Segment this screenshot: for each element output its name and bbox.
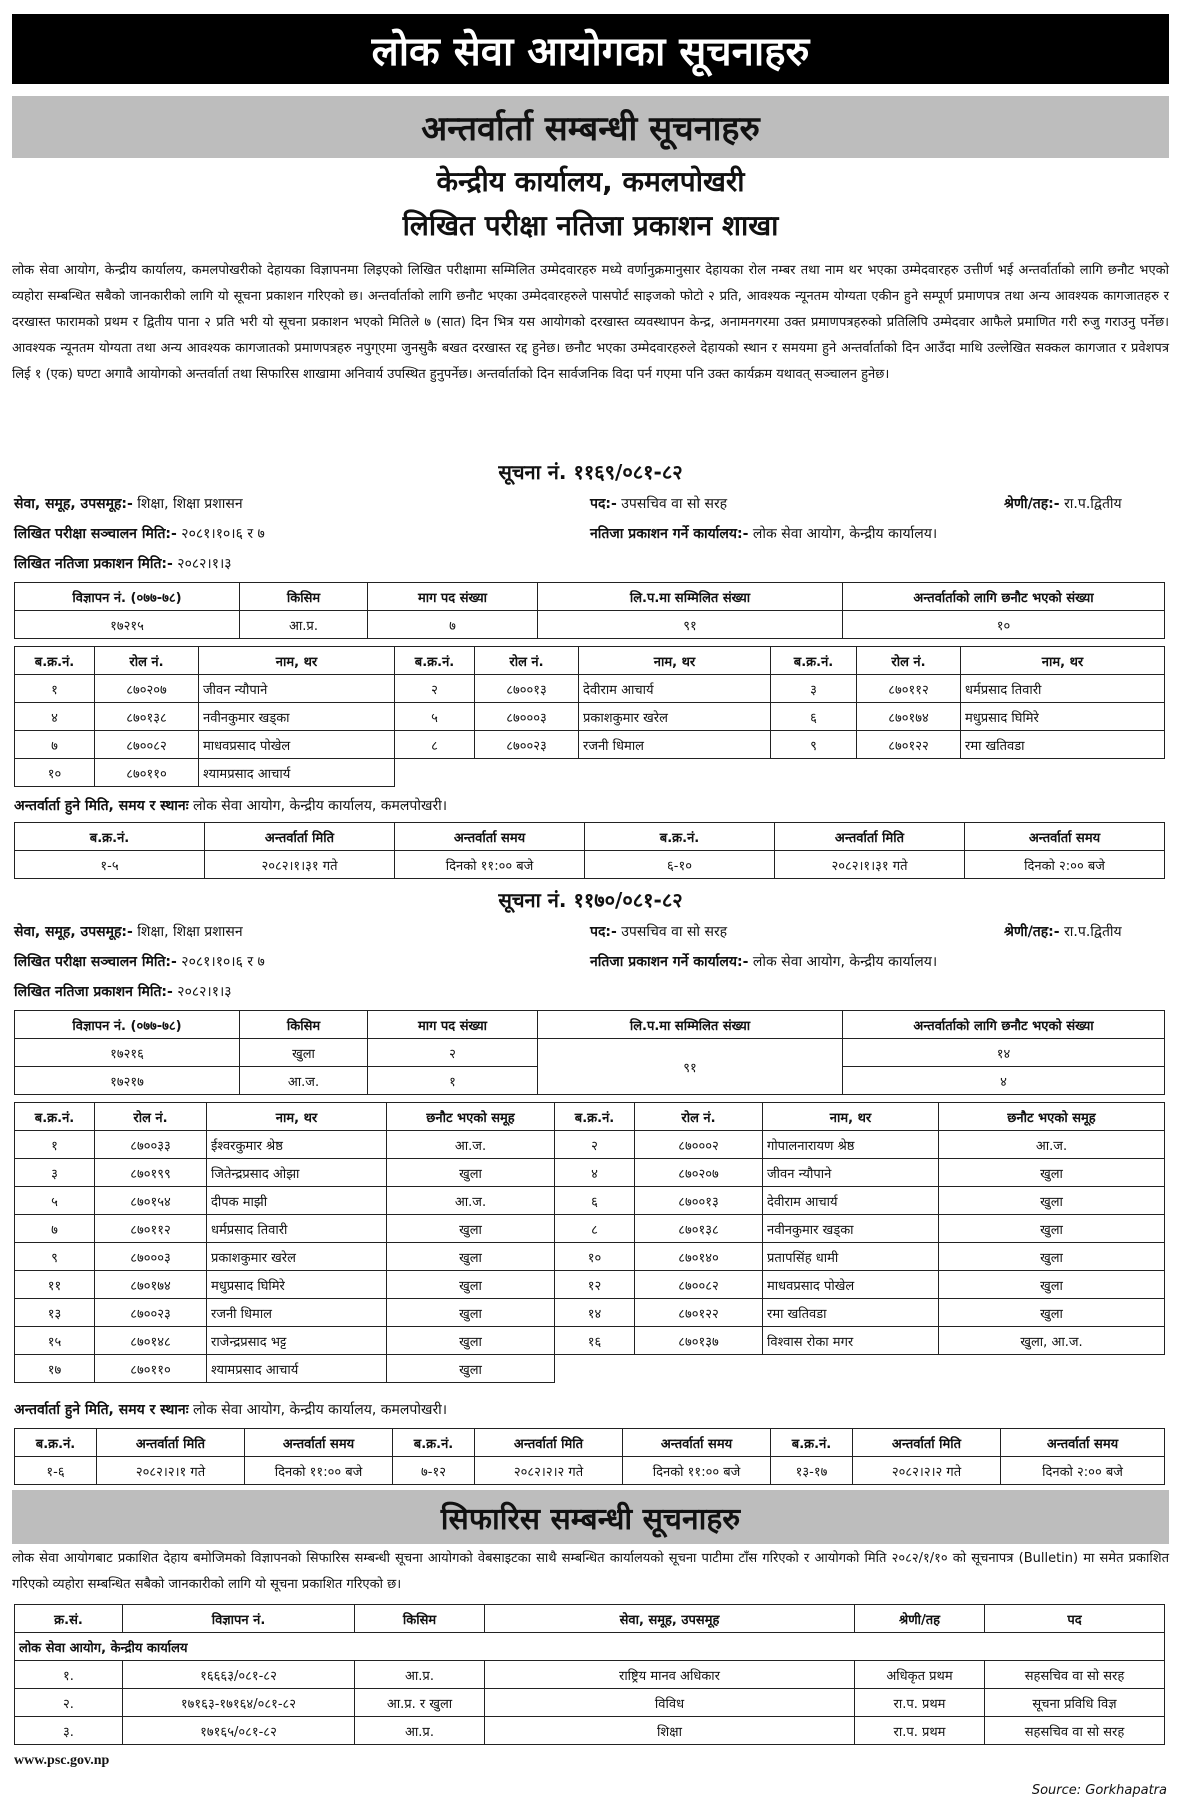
col-name: नाम, थर — [199, 647, 395, 675]
candidate-name: जीवन न्यौपाने — [763, 1159, 939, 1187]
empty-cell — [579, 759, 771, 787]
recommendation-header-row — [15, 1605, 1165, 1633]
candidate-roll: ८७०१३८ — [95, 703, 199, 731]
col-name: नाम, थर — [579, 647, 771, 675]
rec-sn: १. — [15, 1661, 123, 1689]
candidate-row — [15, 1215, 1165, 1243]
col-name: नाम, थर — [961, 647, 1165, 675]
candidate-name: नवीनकुमार खड्का — [199, 703, 395, 731]
candidate-serial: ८ — [395, 731, 475, 759]
col-interview-date: अन्तर्वार्ता मिति — [775, 823, 965, 851]
notice-2-date-row — [14, 950, 1164, 974]
adv-cell: १७२१६ — [15, 1039, 240, 1067]
candidate-row — [15, 703, 1165, 731]
candidate-name: धर्मप्रसाद तिवारी — [207, 1215, 387, 1243]
candidate-serial: ४ — [555, 1159, 635, 1187]
candidate-name: रमा खतिवडा — [763, 1299, 939, 1327]
branch-heading: लिखित परीक्षा नतिजा प्रकाशन शाखा — [402, 209, 779, 242]
col-group: छनौट भएको समूह — [387, 1103, 555, 1131]
col-interview-time: अन्तर्वार्ता समय — [1001, 1429, 1165, 1457]
candidate-name: प्रकाशकुमार खरेल — [579, 703, 771, 731]
col-roll: रोल नं. — [475, 647, 579, 675]
col-roll: रोल नं. — [95, 1103, 207, 1131]
col-interview-date: अन्तर्वार्ता मिति — [853, 1429, 1001, 1457]
col-serial: ब.क्र.नं. — [393, 1429, 475, 1457]
notice-1-result-row — [14, 552, 1164, 576]
candidate-row — [15, 1243, 1165, 1271]
rec-class: रा.प. प्रथम — [855, 1689, 985, 1717]
schedule-cell: ६-१० — [585, 851, 775, 879]
notice-1-result-date: २०८२।१।३ — [177, 556, 232, 572]
candidate-name: गोपालनारायण श्रेष्ठ — [763, 1131, 939, 1159]
rec-type: आ.प्र. र खुला — [355, 1689, 485, 1717]
notice-2-class: रा.प.द्वितीय — [1064, 924, 1122, 940]
notice-1-office: लोक सेवा आयोग, केन्द्रीय कार्यालय। — [752, 526, 938, 542]
label-result-date: लिखित नतिजा प्रकाशन मिति:- — [14, 556, 173, 572]
rec-class: रा.प. प्रथम — [855, 1717, 985, 1745]
candidate-serial: १३ — [15, 1299, 95, 1327]
candidate-group: खुला — [387, 1243, 555, 1271]
candidate-name: प्रकाशकुमार खरेल — [207, 1243, 387, 1271]
candidate-serial: २ — [395, 675, 475, 703]
adv-header-row — [15, 583, 1165, 611]
candidate-roll: ८७०१३७ — [635, 1327, 763, 1355]
candidate-name: माधवप्रसाद पोखेल — [199, 731, 395, 759]
notice-2-office: लोक सेवा आयोग, केन्द्रीय कार्यालय। — [752, 954, 938, 970]
schedule-cell: दिनको २:०० बजे — [1001, 1457, 1165, 1485]
candidate-name: जितेन्द्रप्रसाद ओझा — [207, 1159, 387, 1187]
candidate-roll: ८७०११० — [95, 1355, 207, 1383]
candidate-serial: ६ — [555, 1187, 635, 1215]
label-exam-date: लिखित परीक्षा सञ्चालन मिति:- — [14, 954, 177, 970]
rec-service: राष्ट्रिय मानव अधिकार — [485, 1661, 855, 1689]
adv-cell: १७२१५ — [15, 611, 240, 639]
candidate-roll: ८७०२०७ — [635, 1159, 763, 1187]
label-service: सेवा, समूह, उपसमूह:- — [14, 924, 133, 940]
candidate-name: मधुप्रसाद घिमिरे — [961, 703, 1165, 731]
rec-col-sn: क्र.सं. — [15, 1605, 123, 1633]
notice-1-date-row — [14, 522, 1164, 546]
candidate-serial: ५ — [395, 703, 475, 731]
col-group: छनौट भएको समूह — [939, 1103, 1165, 1131]
candidate-group: खुला, आ.ज. — [939, 1327, 1165, 1355]
col-serial: ब.क्र.नं. — [15, 647, 95, 675]
rec-col-adv: विज्ञापन नं. — [123, 1605, 355, 1633]
candidate-group: खुला — [939, 1187, 1165, 1215]
col-serial: ब.क्र.नं. — [555, 1103, 635, 1131]
notice-1-service-row — [14, 492, 1164, 516]
candidate-row — [15, 759, 1165, 787]
rec-service: शिक्षा — [485, 1717, 855, 1745]
candidate-serial: ११ — [15, 1271, 95, 1299]
candidate-serial: १४ — [555, 1299, 635, 1327]
col-name: नाम, थर — [207, 1103, 387, 1131]
schedule-cell: २०८२।१।३१ गते — [205, 851, 395, 879]
notice-1-schedule-table — [14, 822, 1165, 879]
notice-1-adv-table — [14, 582, 1165, 639]
schedule-cell: दिनको ११:०० बजे — [395, 851, 585, 879]
rec-post: सहसचिव वा सो सरह — [985, 1661, 1165, 1689]
label-venue: अन्तर्वार्ता हुने मिति, समय र स्थानः — [14, 798, 189, 814]
recommendation-row — [15, 1689, 1165, 1717]
candidate-roll: ८७००८२ — [95, 731, 199, 759]
label-venue: अन्तर्वार्ता हुने मिति, समय र स्थानः — [14, 1402, 189, 1418]
adv-col-demand: माग पद संख्या — [368, 1011, 538, 1039]
schedule-cell: २०८२।१।३१ गते — [775, 851, 965, 879]
schedule-cell: दिनको ११:०० बजे — [623, 1457, 771, 1485]
rec-post: सूचना प्रविधि विज्ञ — [985, 1689, 1165, 1717]
candidate-roll: ८७०१७४ — [95, 1271, 207, 1299]
candidate-serial: ८ — [555, 1215, 635, 1243]
adv-cell: २ — [368, 1039, 538, 1067]
adv-header-row — [15, 1011, 1165, 1039]
rec-col-type: किसिम — [355, 1605, 485, 1633]
adv-cell-written: ९१ — [538, 1039, 843, 1095]
rec-post: सहसचिव वा सो सरह — [985, 1717, 1165, 1745]
candidate-roll: ८७००३३ — [95, 1131, 207, 1159]
recommendation-row — [15, 1717, 1165, 1745]
candidate-name: जीवन न्यौपाने — [199, 675, 395, 703]
empty-cell — [763, 1355, 939, 1383]
notice-1-exam-date: २०८१।१०।६ र ७ — [181, 526, 265, 542]
candidate-serial: ४ — [15, 703, 95, 731]
label-post: पद:- — [590, 924, 617, 940]
candidate-roll: ८७००१३ — [475, 675, 579, 703]
candidate-roll: ८७०११० — [95, 759, 199, 787]
col-interview-time: अन्तर्वार्ता समय — [245, 1429, 393, 1457]
candidate-group: खुला — [939, 1299, 1165, 1327]
candidate-serial: ३ — [771, 675, 857, 703]
main-banner: लोक सेवा आयोगका सूचनाहरु — [12, 14, 1169, 84]
candidate-group: खुला — [939, 1159, 1165, 1187]
adv-cell: खुला — [240, 1039, 368, 1067]
schedule-header-row — [15, 823, 1165, 851]
candidate-name: प्रतापसिंह धामी — [763, 1243, 939, 1271]
candidate-serial: २ — [555, 1131, 635, 1159]
adv-col-type: किसिम — [240, 583, 368, 611]
candidate-serial: ९ — [15, 1243, 95, 1271]
label-class: श्रेणी/तह:- — [1004, 924, 1060, 940]
empty-cell — [555, 1355, 635, 1383]
notice-2-schedule-table — [14, 1428, 1165, 1485]
adv-cell: १ — [368, 1067, 538, 1095]
adv-cell: आ.प्र. — [240, 611, 368, 639]
candidate-name: दीपक माझी — [207, 1187, 387, 1215]
candidate-roll: ८७०००३ — [475, 703, 579, 731]
candidate-name: रजनी धिमाल — [579, 731, 771, 759]
col-roll: रोल नं. — [857, 647, 961, 675]
candidate-group: खुला — [387, 1355, 555, 1383]
rec-adv: १७१६५/०८१-८२ — [123, 1717, 355, 1745]
col-serial: ब.क्र.नं. — [771, 1429, 853, 1457]
adv-col-type: किसिम — [240, 1011, 368, 1039]
col-interview-date: अन्तर्वार्ता मिति — [97, 1429, 245, 1457]
notice-2-result-date: २०८२।१।३ — [177, 984, 232, 1000]
notice-2-venue-line — [14, 1400, 447, 1419]
candidate-name: देवीराम आचार्य — [763, 1187, 939, 1215]
candidate-group: खुला — [387, 1215, 555, 1243]
notice-1-venue: लोक सेवा आयोग, केन्द्रीय कार्यालय, कमलपोखरी। — [192, 798, 448, 814]
interview-section-title: अन्तर्वार्ता सम्बन्धी सूचनाहरु — [12, 96, 1169, 158]
candidate-row — [15, 731, 1165, 759]
col-interview-date: अन्तर्वार्ता मिति — [205, 823, 395, 851]
empty-cell — [857, 759, 961, 787]
rec-col-service: सेवा, समूह, उपसमूह — [485, 1605, 855, 1633]
col-interview-time: अन्तर्वार्ता समय — [623, 1429, 771, 1457]
col-serial: ब.क्र.नं. — [15, 1429, 97, 1457]
schedule-cell: दिनको ११:०० बजे — [245, 1457, 393, 1485]
candidate-name: नवीनकुमार खड्का — [763, 1215, 939, 1243]
candidate-roll: ८७०१२२ — [635, 1299, 763, 1327]
candidate-group: आ.ज. — [387, 1187, 555, 1215]
adv-col-written: लि.प.मा सम्मिलित संख्या — [538, 583, 843, 611]
notice-2-candidate-table — [14, 1102, 1165, 1383]
candidate-group: खुला — [387, 1299, 555, 1327]
candidate-name: रजनी धिमाल — [207, 1299, 387, 1327]
candidate-roll: ८७०११२ — [857, 675, 961, 703]
adv-col-adv: विज्ञापन नं. (०७७-७८) — [15, 1011, 240, 1039]
candidate-serial: १० — [555, 1243, 635, 1271]
rec-sn: २. — [15, 1689, 123, 1717]
candidate-roll: ८७०१९९ — [95, 1159, 207, 1187]
recommendation-office-row — [15, 1633, 1165, 1661]
empty-cell — [939, 1355, 1165, 1383]
intro-paragraph: लोक सेवा आयोग, केन्द्रीय कार्यालय, कमलपोखरीको देहायका विज्ञापनमा लिइएको लिखित परीक्षामा सम्मिलित उम्मेदवारहरु मध्ये वर्णानुक्रमानुसार देहायका रोल नम्बर तथा नाम थर भएका उम्मेदवारहरु उत्तीर्ण भई अन्तर्वार्ताको लागि छनौट भएको व्यहोरा सम्बन्धित सबैको जानकारीको लागि यो सूचना प्रकाशन गरिएको छ। अन्तर्वार्ताको लागि छनौट भएका उम्मेदवारहरुले पासपोर्ट साइजको फोटो २ प्रति, आवश्यक न्यूनतम योग्यता एकीन हुने सम्पूर्ण प्रमाणपत्र तथा अन्य आवश्यक कागजातहरु र दरखास्त फारामको प्रथम र द्वितीय पाना २ प्रति भरी यो सूचना प्रकाशन भएको मितिले ७ (सात) दिन भित्र यस आयोगको दरखास्त व्यवस्थापन केन्द्र, अनामनगरमा उक्त प्रमाणपत्रहरुको प्रतिलिपि उम्मेदवार आफैले प्रमाणित गरी रुजु गराउनु पर्नेछ। आवश्यक न्यूनतम योग्यता तथा अन्य आवश्यक कागजातको प्रमाणपत्रहरु नपुग्एमा जुनसुकै बखत दरखास्त रद्द हुनेछ। छनौट भएका उम्मेदवारहरुले देहायको स्थान र समयमा हुने अन्तर्वार्ताको दिन आउँदा माथि उल्लेखित सक्कल कागजात र प्रवेशपत्र लिई १ (एक) घण्टा अगावै आयोगको अन्तर्वार्ता तथा सिफारिस शाखामा अनिवार्य उपस्थित हुनुपर्नेछ। अन्तर्वार्ताको दिन सार्वजनिक विदा पर्न गएमा पनि उक्त कार्यक्रम यथावत् सञ्चालन हुनेछ। — [12, 263, 1169, 382]
adv-cell: ७ — [368, 611, 538, 639]
adv-col-adv: विज्ञापन नं. (०७७-७८) — [15, 583, 240, 611]
candidate-group: खुला — [387, 1327, 555, 1355]
candidate-name: श्यामप्रसाद आचार्य — [199, 759, 395, 787]
candidate-group: आ.ज. — [387, 1131, 555, 1159]
adv-cell: ९१ — [538, 611, 843, 639]
schedule-cell: १-५ — [15, 851, 205, 879]
empty-cell — [395, 759, 475, 787]
schedule-cell: १३-१७ — [771, 1457, 853, 1485]
recommendation-paragraph: लोक सेवा आयोगबाट प्रकाशित देहाय बमोजिमको विज्ञापनको सिफारिस सम्बन्धी सूचना आयोगको वेबसाइटका साथै सम्बन्धित कार्यालयको सूचना पाटीमा टाँस गरिएको र आयोगको मिति २०८२/१/१० को सूचनापत्र (Bulletin) मा समेत प्रकाशित गरिएको व्यहोरा सम्बन्धित सबैको जानकारीको लागि यो सूचना प्रकाशित गरिएको छ। — [12, 1551, 1169, 1592]
office-name-cell: लोक सेवा आयोग, केन्द्रीय कार्यालय — [15, 1633, 1165, 1661]
rec-col-post: पद — [985, 1605, 1165, 1633]
candidate-name: ईश्वरकुमार श्रेष्ठ — [207, 1131, 387, 1159]
candidate-serial: १० — [15, 759, 95, 787]
candidate-name: धर्मप्रसाद तिवारी — [961, 675, 1165, 703]
rec-service: विविध — [485, 1689, 855, 1717]
label-result-date: लिखित नतिजा प्रकाशन मिति:- — [14, 984, 173, 1000]
candidate-row — [15, 1187, 1165, 1215]
adv-col-demand: माग पद संख्या — [368, 583, 538, 611]
candidate-row — [15, 1131, 1165, 1159]
notice-2-exam-date: २०८१।१०।६ र ७ — [181, 954, 265, 970]
recommendation-row — [15, 1661, 1165, 1689]
adv-col-shortlisted: अन्तर्वार्ताको लागि छनौट भएको संख्या — [843, 583, 1165, 611]
candidate-group: खुला — [939, 1271, 1165, 1299]
candidate-group: खुला — [939, 1215, 1165, 1243]
empty-cell — [475, 759, 579, 787]
rec-sn: ३. — [15, 1717, 123, 1745]
col-interview-date: अन्तर्वार्ता मिति — [475, 1429, 623, 1457]
candidate-row — [15, 1327, 1165, 1355]
candidate-name: रमा खतिवडा — [961, 731, 1165, 759]
rec-class: अधिकृत प्रथम — [855, 1661, 985, 1689]
schedule-row — [15, 851, 1165, 879]
candidate-roll: ८७०१२२ — [857, 731, 961, 759]
candidate-roll: ८७०१४० — [635, 1243, 763, 1271]
col-roll: रोल नं. — [95, 647, 199, 675]
candidate-name: माधवप्रसाद पोखेल — [763, 1271, 939, 1299]
col-serial: ब.क्र.नं. — [15, 823, 205, 851]
adv-cell: ४ — [843, 1067, 1165, 1095]
notice-2-post: उपसचिव वा सो सरह — [621, 924, 728, 940]
rec-type: आ.प्र. — [355, 1661, 485, 1689]
schedule-cell: २०८२।२।१ गते — [97, 1457, 245, 1485]
recommendation-table — [14, 1604, 1165, 1745]
recommendation-section-title: सिफारिस सम्बन्धी सूचनाहरु — [12, 1490, 1169, 1544]
label-class: श्रेणी/तह:- — [1004, 496, 1060, 512]
candidate-name: देवीराम आचार्य — [579, 675, 771, 703]
rec-col-class: श्रेणी/तह — [855, 1605, 985, 1633]
candidate-group: खुला — [387, 1159, 555, 1187]
notice-2-number: सूचना नं. ११७०/०८१-८२ — [498, 888, 683, 912]
col-interview-time: अन्तर्वार्ता समय — [965, 823, 1165, 851]
label-exam-date: लिखित परीक्षा सञ्चालन मिति:- — [14, 526, 177, 542]
notice-2-result-row — [14, 980, 1164, 1004]
candidate-name: विश्वास रोका मगर — [763, 1327, 939, 1355]
schedule-row — [15, 1457, 1165, 1485]
candidate-roll: ८७०१४८ — [95, 1327, 207, 1355]
notice-1-service: शिक्षा, शिक्षा प्रशासन — [137, 496, 243, 512]
candidate-roll: ८७०१७४ — [857, 703, 961, 731]
candidate-serial: ६ — [771, 703, 857, 731]
empty-cell — [771, 759, 857, 787]
col-serial: ब.क्र.नं. — [15, 1103, 95, 1131]
adv-cell: १४ — [843, 1039, 1165, 1067]
notice-1-post: उपसचिव वा सो सरह — [621, 496, 728, 512]
schedule-header-row — [15, 1429, 1165, 1457]
notice-2-venue: लोक सेवा आयोग, केन्द्रीय कार्यालय, कमलपोखरी। — [192, 1402, 448, 1418]
notice-1-venue-line — [14, 796, 447, 815]
candidate-serial: ७ — [15, 731, 95, 759]
notice-1-class: रा.प.द्वितीय — [1064, 496, 1122, 512]
adv-cell: आ.ज. — [240, 1067, 368, 1095]
label-result-office: नतिजा प्रकाशन गर्ने कार्यालय:- — [590, 954, 749, 970]
candidate-row — [15, 1299, 1165, 1327]
rec-adv: १७१६३-१७१६४/०८१-८२ — [123, 1689, 355, 1717]
candidate-serial: १५ — [15, 1327, 95, 1355]
website-link[interactable]: www.psc.gov.np — [14, 1753, 110, 1768]
candidate-serial: १२ — [555, 1271, 635, 1299]
candidate-serial: १६ — [555, 1327, 635, 1355]
candidate-roll: ८७०२०७ — [95, 675, 199, 703]
candidate-roll: ८७००१३ — [635, 1187, 763, 1215]
label-service: सेवा, समूह, उपसमूह:- — [14, 496, 133, 512]
candidate-serial: ५ — [15, 1187, 95, 1215]
schedule-cell: २०८२।२।२ गते — [853, 1457, 1001, 1485]
schedule-cell: ७-१२ — [393, 1457, 475, 1485]
notice-2-service-row — [14, 920, 1164, 944]
candidate-name: श्यामप्रसाद आचार्य — [207, 1355, 387, 1383]
col-roll: रोल नं. — [635, 1103, 763, 1131]
rec-type: आ.प्र. — [355, 1717, 485, 1745]
schedule-cell: दिनको २:०० बजे — [965, 851, 1165, 879]
candidate-serial: ३ — [15, 1159, 95, 1187]
schedule-cell: १-६ — [15, 1457, 97, 1485]
candidate-roll: ८७०१५४ — [95, 1187, 207, 1215]
candidate-serial: १ — [15, 1131, 95, 1159]
candidate-serial: १७ — [15, 1355, 95, 1383]
source-credit: Source: Gorkhapatra — [1031, 1783, 1167, 1798]
empty-cell — [961, 759, 1165, 787]
col-serial: ब.क्र.नं. — [395, 647, 475, 675]
office-heading: केन्द्रीय कार्यालय, कमलपोखरी — [436, 165, 745, 198]
schedule-cell: २०८२।२।२ गते — [475, 1457, 623, 1485]
candidate-group: खुला — [387, 1271, 555, 1299]
notice-2-service: शिक्षा, शिक्षा प्रशासन — [137, 924, 243, 940]
col-interview-time: अन्तर्वार्ता समय — [395, 823, 585, 851]
candidate-roll: ८७०१३८ — [635, 1215, 763, 1243]
candidate-roll: ८७०११२ — [95, 1215, 207, 1243]
adv-col-shortlisted: अन्तर्वार्ताको लागि छनौट भएको संख्या — [843, 1011, 1165, 1039]
candidate-group: आ.ज. — [939, 1131, 1165, 1159]
candidate-group: खुला — [939, 1243, 1165, 1271]
adv-cell: १७२१७ — [15, 1067, 240, 1095]
candidate-row — [15, 1271, 1165, 1299]
adv-cell: १० — [843, 611, 1165, 639]
candidate-serial: ९ — [771, 731, 857, 759]
candidate-header-row — [15, 1103, 1165, 1131]
col-serial: ब.क्र.नं. — [771, 647, 857, 675]
label-result-office: नतिजा प्रकाशन गर्ने कार्यालय:- — [590, 526, 749, 542]
candidate-row — [15, 1159, 1165, 1187]
notice-2-adv-table — [14, 1010, 1165, 1095]
adv-col-written: लि.प.मा सम्मिलित संख्या — [538, 1011, 843, 1039]
candidate-header-row — [15, 647, 1165, 675]
adv-row — [15, 1039, 1165, 1067]
adv-row — [15, 611, 1165, 639]
col-serial: ब.क्र.नं. — [585, 823, 775, 851]
candidate-roll: ८७००२३ — [95, 1299, 207, 1327]
notice-1-number: सूचना नं. ११६९/०८१-८२ — [498, 460, 683, 484]
candidate-name: राजेन्द्रप्रसाद भट्ट — [207, 1327, 387, 1355]
candidate-roll: ८७०००२ — [635, 1131, 763, 1159]
candidate-serial: १ — [15, 675, 95, 703]
col-name: नाम, थर — [763, 1103, 939, 1131]
candidate-roll: ८७०००३ — [95, 1243, 207, 1271]
candidate-roll: ८७००२३ — [475, 731, 579, 759]
empty-cell — [635, 1355, 763, 1383]
candidate-roll: ८७००८२ — [635, 1271, 763, 1299]
candidate-row — [15, 675, 1165, 703]
candidate-serial: ७ — [15, 1215, 95, 1243]
notice-1-candidate-table — [14, 646, 1165, 787]
label-post: पद:- — [590, 496, 617, 512]
rec-adv: १६६६३/०८१-८२ — [123, 1661, 355, 1689]
candidate-name: मधुप्रसाद घिमिरे — [207, 1271, 387, 1299]
candidate-row — [15, 1355, 1165, 1383]
